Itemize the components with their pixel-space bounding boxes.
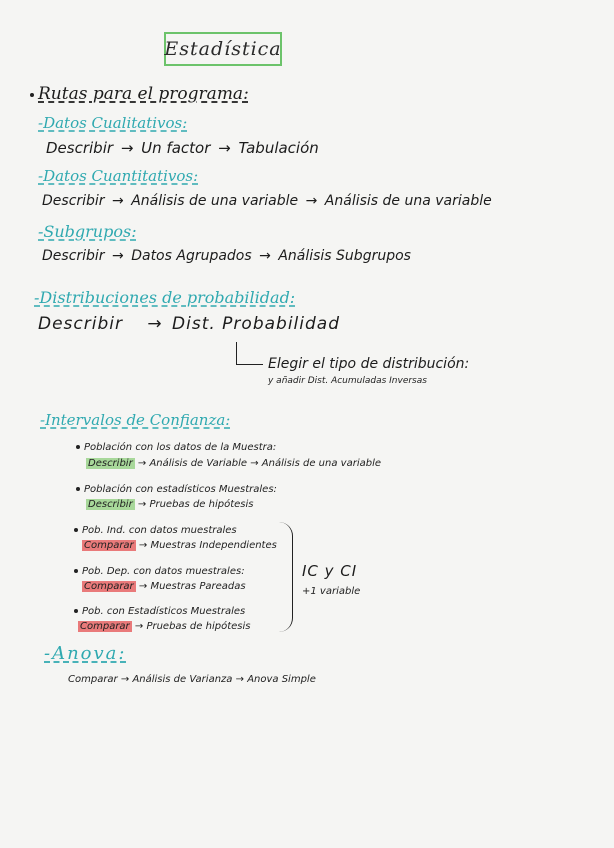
step-label: Pruebas de hipótesis (149, 499, 254, 510)
routes-header-text: Rutas para el programa: (38, 84, 249, 104)
step-label: Muestras Independientes (150, 540, 277, 551)
bullet-icon (30, 93, 34, 97)
section-heading-cualitativos: -Datos Cualitativos: (38, 114, 188, 132)
action-badge: Describir (88, 458, 133, 469)
section-heading-anova: -Anova: (44, 643, 127, 664)
branch-arrow-icon (236, 342, 263, 365)
arrow-icon: → (147, 314, 163, 334)
action-badge: Describir (88, 499, 133, 510)
section-heading-cuantitativos: -Datos Cuantitativos: (38, 167, 199, 185)
intervalo-label: Pob. Dep. con datos muestrales: (82, 566, 245, 577)
intervalo-route (82, 581, 246, 592)
intervalo-item (74, 525, 237, 536)
action-badge: Comparar (80, 621, 130, 632)
step-label: Muestras Pareadas (150, 581, 246, 592)
intervalo-item (76, 484, 277, 495)
intervalo-route (82, 540, 277, 551)
intervalo-item (76, 442, 276, 453)
arrow-icon: → (112, 193, 124, 209)
describir-label: Describir (38, 314, 123, 334)
elegir-note: y añadir Dist. Acumuladas Inversas (268, 376, 427, 386)
arrow-icon: → (134, 621, 144, 632)
intervalo-route (86, 499, 253, 510)
arrow-icon: → (120, 139, 134, 157)
arrow-icon: → (138, 540, 148, 551)
section-heading-subgrupos: -Subgrupos: (38, 222, 137, 241)
intervalo-label: Población con estadísticos Muestrales: (84, 484, 277, 495)
describir-label: Describir (42, 248, 105, 264)
route-subgrupos (42, 248, 411, 264)
route-cualitativos (46, 139, 319, 157)
step-label: Análisis Subgrupos (278, 248, 411, 264)
action-label: Comparar (68, 674, 118, 685)
arrow-icon: → (112, 248, 124, 264)
arrow-icon: → (259, 248, 271, 264)
bullet-icon (76, 445, 80, 449)
routes-header (30, 84, 249, 104)
arrow-icon: → (137, 499, 147, 510)
brace-icon (278, 522, 293, 632)
step-label: Un factor (141, 139, 211, 157)
step-label: Análisis de una variable (131, 193, 299, 209)
intervalo-label: Pob. Ind. con datos muestrales (82, 525, 237, 536)
section-heading-intervalos: -Intervalos de Confianza: (40, 411, 231, 429)
bullet-icon (76, 487, 80, 491)
action-badge: Comparar (84, 540, 134, 551)
step-label: Análisis de Variable (149, 458, 247, 469)
arrow-icon: → (120, 674, 130, 685)
arrow-icon: → (137, 458, 147, 469)
step-label: Análisis de una variable (261, 458, 382, 469)
describir-label: Describir (46, 139, 114, 157)
route-cuantitativos (42, 193, 492, 209)
arrow-icon: → (250, 458, 259, 469)
intervalo-item (74, 566, 245, 577)
route-anova (68, 674, 316, 685)
elegir-text: Elegir el tipo de distribución: (268, 356, 470, 372)
bullet-icon (74, 609, 78, 613)
arrow-icon: → (218, 139, 231, 157)
page-title: Estadística (164, 32, 282, 66)
arrow-icon: → (138, 581, 148, 592)
bullet-icon (74, 569, 78, 573)
intervalo-label: Población con los datos de la Muestra: (84, 442, 277, 453)
step-label: Tabulación (238, 139, 319, 157)
step-label: Anova Simple (247, 674, 316, 685)
step-label: Análisis de Varianza (132, 674, 233, 685)
arrow-icon: → (235, 674, 244, 685)
step-label: Pruebas de hipótesis (146, 621, 251, 632)
intervalo-label: Pob. con Estadísticos Muestrales (82, 606, 246, 617)
route-distribuciones (38, 314, 340, 334)
action-badge: Comparar (84, 581, 134, 592)
step-label: Análisis de una variable (324, 193, 492, 209)
section-heading-distribuciones: -Distribuciones de probabilidad: (34, 288, 296, 307)
bullet-icon (74, 528, 78, 532)
intervalo-item (74, 606, 245, 617)
bracket-label: IC y CI (302, 562, 358, 580)
step-label: Datos Agrupados (131, 248, 252, 264)
describir-label: Describir (42, 193, 105, 209)
step-label: Dist. Probabilidad (172, 314, 340, 334)
arrow-icon: → (305, 193, 318, 209)
bracket-sub: +1 variable (302, 586, 361, 597)
intervalo-route (78, 621, 250, 632)
intervalo-route (86, 458, 381, 469)
